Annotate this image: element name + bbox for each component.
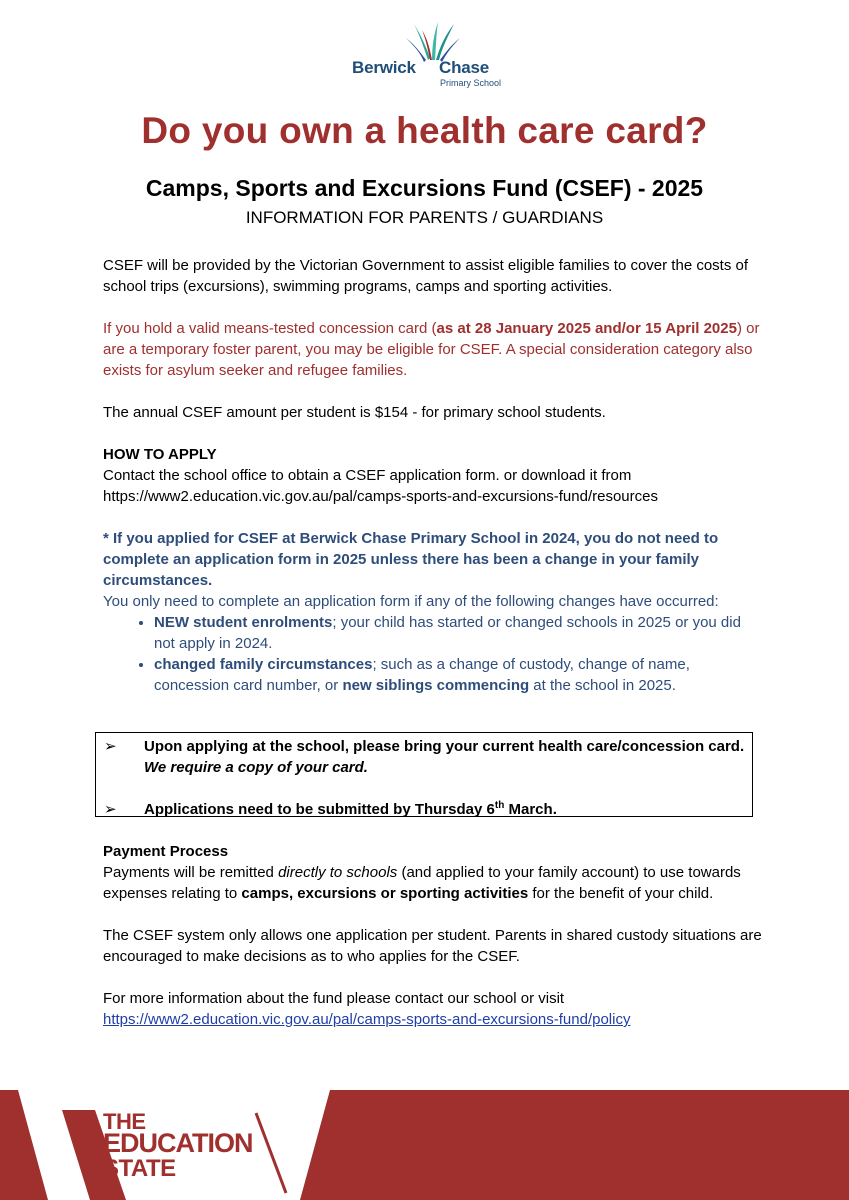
deadline-month: March.: [504, 801, 557, 818]
list-item: [154, 654, 763, 696]
list-item: [154, 612, 763, 654]
logo-word-berwick: Berwick: [352, 58, 416, 77]
previous-applicant-notice: * If you applied for CSEF at Berwick Chase Primary School in 2024, you do not need to complete an application form in 2025 unless there has been a change in your family circumstances.: [103, 530, 719, 589]
page-subtitle: INFORMATION FOR PARENTS / GUARDIANS: [245, 208, 604, 227]
deadline-text: Applications need to be submitted by Thursday 6: [144, 801, 495, 818]
bullet-2-text: ; such as a change of custody, change of name, concession card number, or: [154, 656, 690, 694]
bullet-1-text: ; your child has started or changed schools in 2025 or you did not apply in 2024.: [154, 614, 741, 652]
custody-paragraph: The CSEF system only allows one application per student. Parents in shared custody situations are encouraged to make decisions as to who applies for the CSEF.: [103, 927, 762, 965]
notice-copy-text: We require a copy of your card.: [144, 759, 368, 776]
intro-paragraph: CSEF will be provided by the Victorian Government to assist eligible families to cover the costs of school trips (excursions), swimming programs, camps and sporting activities.: [103, 257, 749, 295]
arrow-bullet-icon: ➢: [104, 738, 117, 755]
payment-heading: Payment Process: [103, 843, 229, 860]
how-to-apply-heading: HOW TO APPLY: [103, 446, 217, 463]
arrow-bullet-icon: ➢: [104, 801, 117, 818]
payment-text-2: (and applied to your family account) to use towards expenses relating to: [103, 864, 741, 902]
footer-line-the: THE: [103, 1109, 146, 1134]
how-to-apply-line: Contact the school office to obtain a CSEF application form. or download it from: [103, 467, 632, 484]
deadline-superscript: th: [494, 800, 505, 811]
eligibility-dates: as at 28 January 2025 and/or 15 April 2025: [436, 320, 737, 337]
footer-line-state: STATE: [103, 1155, 176, 1182]
eligibility-text-2: ) or are a temporary foster parent, you may be eligible for CSEF. A special consideration category also exists for asylum seeker and refugee families.: [103, 320, 760, 379]
payment-bold: camps, excursions or sporting activities: [241, 885, 529, 902]
page-title: Camps, Sports and Excursions Fund (CSEF) - 2025: [145, 175, 704, 201]
eligibility-paragraph: [103, 318, 763, 381]
payment-italic: directly to schools: [278, 864, 398, 881]
school-logo: [340, 20, 510, 100]
more-info-text: For more information about the fund please contact our school or visit: [103, 990, 565, 1007]
logo-word-chase: Chase: [439, 58, 490, 77]
notice-card-text: Upon applying at the school, please bring your current health care/concession card.: [144, 738, 745, 755]
amount-paragraph: The annual CSEF amount per student is $154 - for primary school students.: [103, 404, 606, 421]
bullet-1-bold: NEW student enrolments: [154, 614, 333, 631]
payment-text-1: Payments will be remitted: [103, 864, 279, 881]
payment-content: [103, 841, 763, 1030]
footer-line-education: EDUCATION: [103, 1128, 253, 1158]
headline: Do you own a health care card?: [141, 110, 708, 151]
logo-subtitle: Primary School: [440, 78, 502, 88]
payment-text-3: for the benefit of your child.: [528, 885, 714, 902]
eligibility-text-1: If you hold a valid means-tested concession card (: [103, 320, 437, 337]
change-list: [103, 612, 763, 696]
main-content: [103, 255, 763, 696]
bullet-2-bold: changed family circumstances: [154, 656, 373, 673]
policy-link[interactable]: https://www2.education.vic.gov.au/pal/camps-sports-and-excursions-fund/policy: [103, 1011, 631, 1028]
footer-banner: [0, 1085, 849, 1200]
change-conditions: You only need to complete an application form if any of the following changes have occurred:: [103, 593, 719, 610]
payment-paragraph: [103, 862, 763, 904]
resources-url: https://www2.education.vic.gov.au/pal/camps-sports-and-excursions-fund/resources: [103, 488, 658, 505]
notice-box: [95, 732, 753, 817]
bullet-2-end: at the school in 2025.: [529, 677, 676, 694]
bullet-2-bold-2: new siblings commencing: [342, 677, 530, 694]
